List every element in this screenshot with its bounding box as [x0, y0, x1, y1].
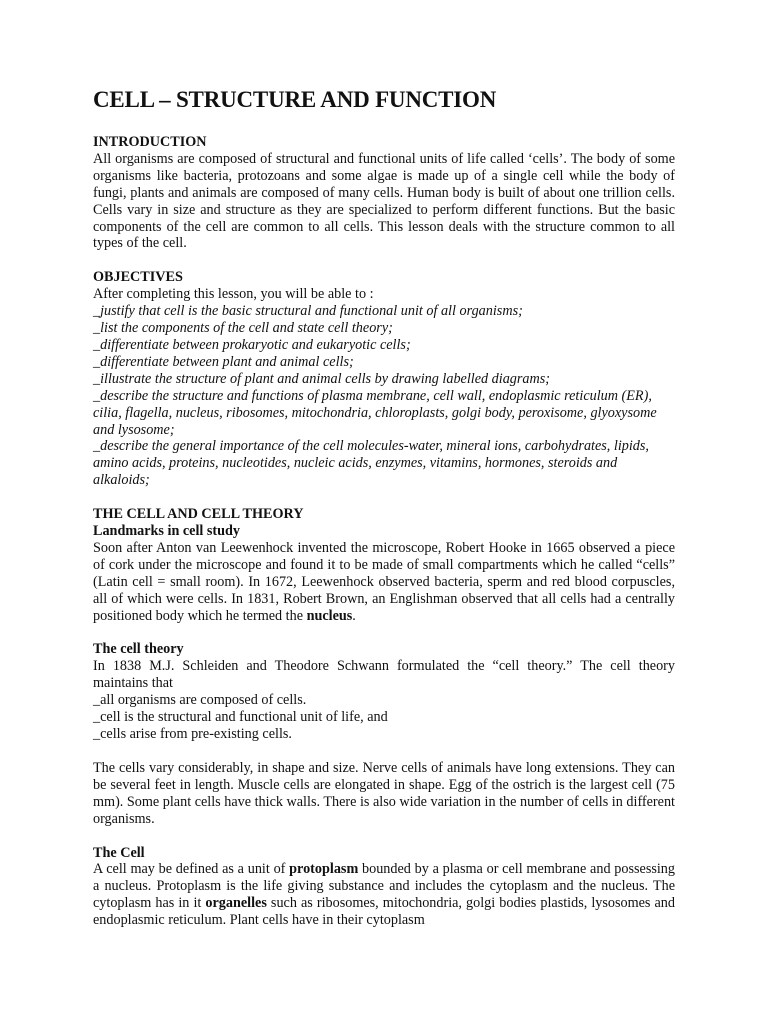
the-cell-text-2: bounded by a plasma or cell membrane and possessing a nucleus. Protoplasm is the life giving substance and includes the cytoplasm and the nucleus. The cytoplasm has in it [93, 861, 675, 912]
objectives-lead: After completing this lesson, you will be able to : [93, 286, 374, 303]
cell-theory-section-heading: THE CELL AND CELL THEORY [93, 506, 304, 523]
objective-item: _differentiate between plant and animal cells; [93, 353, 354, 370]
cell-theory-item: _cell is the structural and functional unit of life, and [93, 709, 388, 726]
objective-item: _describe the structure and functions of plasma membrane, cell wall, endoplasmic reticulum (ER), cilia, flagella, nucleus, ribosomes, mitochondria, chloroplasts, golgi body, peroxisome, glyoxysome and lysosome; [93, 387, 657, 438]
objective-item: _justify that cell is the basic structural and functional unit of all organisms; [93, 303, 523, 320]
cell-theory-heading: The cell theory [93, 641, 184, 658]
protoplasm-term: protoplasm [289, 861, 359, 878]
nucleus-term: nucleus [306, 607, 353, 624]
organelles-term: organelles [205, 895, 267, 912]
objective-item: _list the components of the cell and state cell theory; [93, 320, 393, 337]
intro-paragraph: All organisms are composed of structural and functional units of life called ‘cells’. The body of some organisms like bacteria, protozoans and some algae is made up of a single cell while the body of fungi, plants and animals are composed of many cells. Human body is built of about one trillion cells. Cells vary in size and structure as they are specialized to perform different functions. But the basic components of the cell are common to all cells. This lesson deals with the structure common to all types of the cell. [93, 150, 675, 252]
landmarks-text: Soon after Anton van Leewenhock invented the microscope, Robert Hooke in 1665 observed a piece of cork under the microscope and found it to be made of small compartments which he called “cells” (Latin cell = small room). In 1672, Leewenhock observed bacteria, sperm and red blood corpuscles, all of which were cells. In 1831, Robert Brown, an Englishman observed that all cells had a centrally positioned body which he termed the [93, 539, 675, 624]
objective-item: _differentiate between prokaryotic and eukaryotic cells; [93, 336, 411, 353]
intro-heading: INTRODUCTION [93, 134, 207, 150]
page-title: CELL – STRUCTURE AND FUNCTION [93, 87, 497, 112]
cell-theory-item: _cells arise from pre-existing cells. [93, 726, 292, 742]
cell-theory-lead: In 1838 M.J. Schleiden and Theodore Schwann formulated the “cell theory.” The cell theory maintains that [93, 658, 675, 692]
variation-paragraph: The cells vary considerably, in shape and size. Nerve cells of animals have long extensions. They can be several feet in length. Muscle cells are elongated in shape. Egg of the ostrich is the largest cell (75 mm). Some plant cells have thick walls. There is also wide variation in the number of cells in different organisms. [93, 759, 675, 827]
landmarks-paragraph [93, 540, 675, 625]
the-cell-text-1: A cell may be defined as a unit of [93, 861, 290, 878]
objective-item: _describe the general importance of the cell molecules-water, mineral ions, carbohydrates, lipids, amino acids, proteins, nucleotides, nucleic acids, enzymes, vitamins, hormones, steroids and alkaloids; [93, 438, 649, 489]
the-cell-paragraph [93, 861, 675, 929]
landmarks-text-end: . [352, 607, 356, 624]
objective-item: _illustrate the structure of plant and animal cells by drawing labelled diagrams; [93, 370, 550, 387]
the-cell-text-3: such as ribosomes, mitochondria, golgi bodies plastids, lysosomes and endoplasmic reticulum. Plant cells have in their cytoplasm [93, 895, 675, 929]
document-body [93, 86, 675, 929]
the-cell-heading: The Cell [93, 844, 145, 861]
cell-theory-list [93, 692, 675, 743]
objectives-heading: OBJECTIVES [93, 269, 183, 286]
objectives-list [93, 303, 675, 489]
cell-theory-item: _all organisms are composed of cells. [93, 692, 307, 709]
landmarks-subheading: Landmarks in cell study [93, 523, 241, 540]
